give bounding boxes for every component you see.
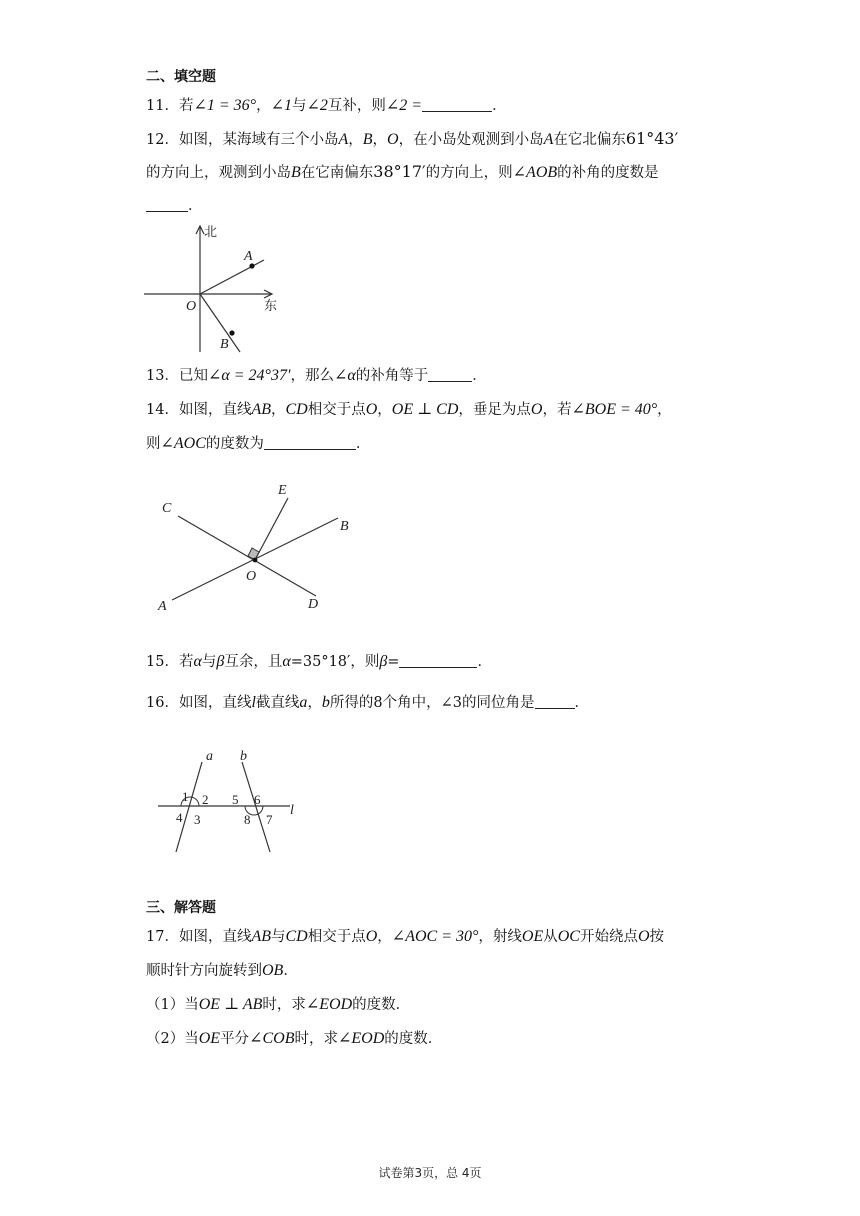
answer-blank: [264, 435, 356, 450]
question-17-sub-1: （1）当OE ⊥ AB时，求∠EOD的度数．: [146, 996, 411, 1013]
label-angle-4: 4: [176, 810, 183, 825]
label-a: a: [206, 749, 213, 764]
label-b: B: [340, 519, 349, 534]
line-b: [242, 762, 270, 852]
answer-blank: [428, 367, 472, 382]
figure-transversal: [150, 744, 310, 856]
label-d: D: [308, 597, 319, 612]
point-o: [253, 558, 258, 563]
page-footer: 试卷第3页，总 4页: [378, 1166, 482, 1180]
figure-intersecting-lines: [150, 476, 370, 616]
question-17-sub-2: （2）当OE平分∠COB时，求∠EOD的度数．: [146, 1030, 443, 1047]
label-c: C: [162, 501, 172, 516]
question-12-line-2: 的方向上，观测到小岛B在它南偏东38°17′的方向上，则∠AOB的补角的度数是: [146, 162, 659, 181]
label-angle-6: 6: [254, 792, 261, 807]
label-o: O: [246, 569, 257, 584]
question-17-line-1: 17．如图，直线AB与CD相交于点O，∠AOC = 30°，射线OE从OC开始绕点O按: [146, 928, 665, 945]
label-north: 北: [204, 225, 218, 240]
label-a: A: [244, 249, 253, 264]
label-angle-1: 1: [182, 789, 189, 804]
question-16: 16．如图，直线l截直线a，b所得的8个角中，∠3的同位角是 ．: [146, 694, 590, 711]
question-12-line-3: ．: [146, 196, 203, 216]
label-angle-8: 8: [244, 812, 251, 827]
figure-compass-directions: [140, 220, 290, 360]
label-angle-3: 3: [194, 812, 201, 827]
label-angle-7: 7: [266, 812, 273, 827]
question-14-line-2: 则∠AOC的度数为 ．: [146, 435, 371, 452]
question-13: 13．已知∠α = 24°37′，那么∠α的补角等于 ．: [146, 367, 487, 384]
answer-blank: [422, 97, 492, 112]
label-east: 东: [264, 299, 278, 314]
answer-blank: [146, 197, 188, 212]
label-l: l: [290, 803, 294, 818]
label-a: A: [158, 599, 167, 614]
section-title-answer: 三、解答题: [146, 900, 216, 916]
label-angle-5: 5: [232, 792, 239, 807]
section-title-fill-blank: 二、填空题: [146, 69, 216, 85]
line-a: [176, 762, 202, 852]
label-o: O: [186, 299, 197, 314]
label-b: b: [240, 749, 247, 764]
line-cd: [178, 516, 316, 596]
point-a: [249, 263, 254, 268]
question-15: 15．若α与β互余，且α=35°18′，则β= ．: [146, 653, 492, 670]
label-e: E: [278, 483, 287, 498]
answer-blank: [399, 653, 477, 668]
question-12-line-1: 12．如图，某海域有三个小岛A，B，O，在小岛处观测到小岛A在它北偏东61°43′: [146, 129, 679, 148]
label-angle-2: 2: [202, 792, 209, 807]
question-14-line-1: 14．如图，直线AB，CD相交于点O，OE ⊥ CD，垂足为点O，若∠BOE = 40°，: [146, 401, 672, 418]
question-11: 11．若∠1 = 36°，∠1与∠2互补，则∠2 = ．: [146, 97, 507, 114]
answer-blank: [535, 694, 575, 709]
point-b: [229, 330, 234, 335]
question-17-line-2: 顺时针方向旋转到OB．: [146, 962, 298, 979]
label-b: B: [220, 337, 229, 352]
